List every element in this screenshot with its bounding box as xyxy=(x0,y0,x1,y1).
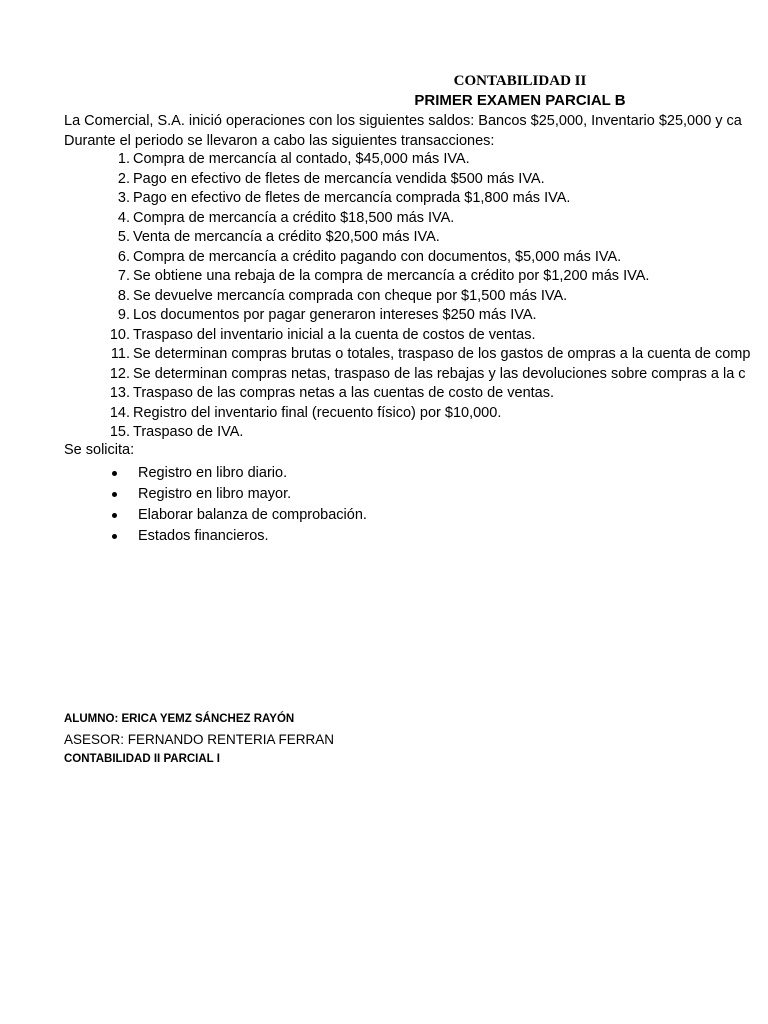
bullet-icon xyxy=(112,513,117,518)
list-item-number: 8. xyxy=(117,287,130,304)
course-name: CONTABILIDAD II PARCIAL I xyxy=(64,753,220,765)
list-item-number: 2. xyxy=(117,170,130,187)
list-item-number: 1. xyxy=(117,151,130,167)
list-item-number: 13. xyxy=(109,385,130,401)
list-item-number: 12. xyxy=(109,365,130,382)
list-item-number: 10. xyxy=(109,326,130,343)
bullet-icon xyxy=(112,471,117,476)
list-item-text: Los documentos por pagar generaron intereses $250 más IVA. xyxy=(133,307,537,323)
list-item-text: Pago en efectivo de fletes de mercancía comprada $1,800 más IVA. xyxy=(133,190,571,206)
list-item-number: 3. xyxy=(117,190,130,206)
list-item-text: Pago en efectivo de fletes de mercancía vendida $500 más IVA. xyxy=(133,170,545,187)
solicita-label: Se solicita: xyxy=(64,442,135,458)
list-item-number: 7. xyxy=(117,268,130,284)
list-item-text: Traspaso del inventario inicial a la cuenta de costos de ventas. xyxy=(133,326,536,343)
list-item-text: Se obtiene una rebaja de la compra de mercancía a crédito por $1,200 más IVA. xyxy=(133,268,650,284)
list-item-text: Traspaso de IVA. xyxy=(133,424,244,440)
list-item-number: 9. xyxy=(117,307,130,323)
list-item-text: Compra de mercancía a crédito $18,500 más IVA. xyxy=(133,209,455,226)
list-item-text: Elaborar balanza de comprobación. xyxy=(138,507,367,523)
list-item-text: Compra de mercancía al contado, $45,000 más IVA. xyxy=(133,151,470,167)
list-item-text: Venta de mercancía a crédito $20,500 más IVA. xyxy=(133,229,440,245)
list-item-text: Se determinan compras brutas o totales, traspaso de los gastos de ompras a la cuenta de comp xyxy=(133,346,751,362)
list-item-text: Se devuelve mercancía comprada con cheque por $1,500 más IVA. xyxy=(133,287,568,304)
list-item-number: 5. xyxy=(117,229,130,245)
list-item-text: Traspaso de las compras netas a las cuentas de costo de ventas. xyxy=(133,385,555,401)
list-item-number: 15. xyxy=(109,424,130,440)
list-item-text: Estados financieros. xyxy=(138,528,269,544)
list-item-number: 14. xyxy=(109,404,130,421)
document-subtitle: PRIMER EXAMEN PARCIAL B xyxy=(414,92,626,109)
student-name: ALUMNO: ERICA YEMZ SÁNCHEZ RAYÓN xyxy=(64,713,295,725)
list-item-text: Se determinan compras netas, traspaso de las rebajas y las devoluciones sobre compras a la c xyxy=(133,365,746,382)
list-item-text: Registro del inventario final (recuento físico) por $10,000. xyxy=(133,404,502,421)
bullet-icon xyxy=(112,492,117,497)
advisor-name: ASESOR: FERNANDO RENTERIA FERRAN xyxy=(64,732,335,747)
intro-line-transactions: Durante el periodo se llevaron a cabo las siguientes transacciones: xyxy=(64,133,495,149)
list-item-text: Registro en libro diario. xyxy=(138,465,288,481)
list-item-number: 6. xyxy=(117,248,130,265)
list-item-number: 4. xyxy=(117,209,130,226)
bullet-icon xyxy=(112,534,117,539)
intro-line-balances: La Comercial, S.A. inició operaciones con los siguientes saldos: Bancos $25,000, Inventario $25,000 y ca xyxy=(64,113,742,129)
list-item-number: 11. xyxy=(110,346,130,362)
list-item-text: Registro en libro mayor. xyxy=(138,486,292,502)
list-item-text: Compra de mercancía a crédito pagando con documentos, $5,000 más IVA. xyxy=(133,248,622,265)
document-title: CONTABILIDAD II xyxy=(453,73,587,89)
